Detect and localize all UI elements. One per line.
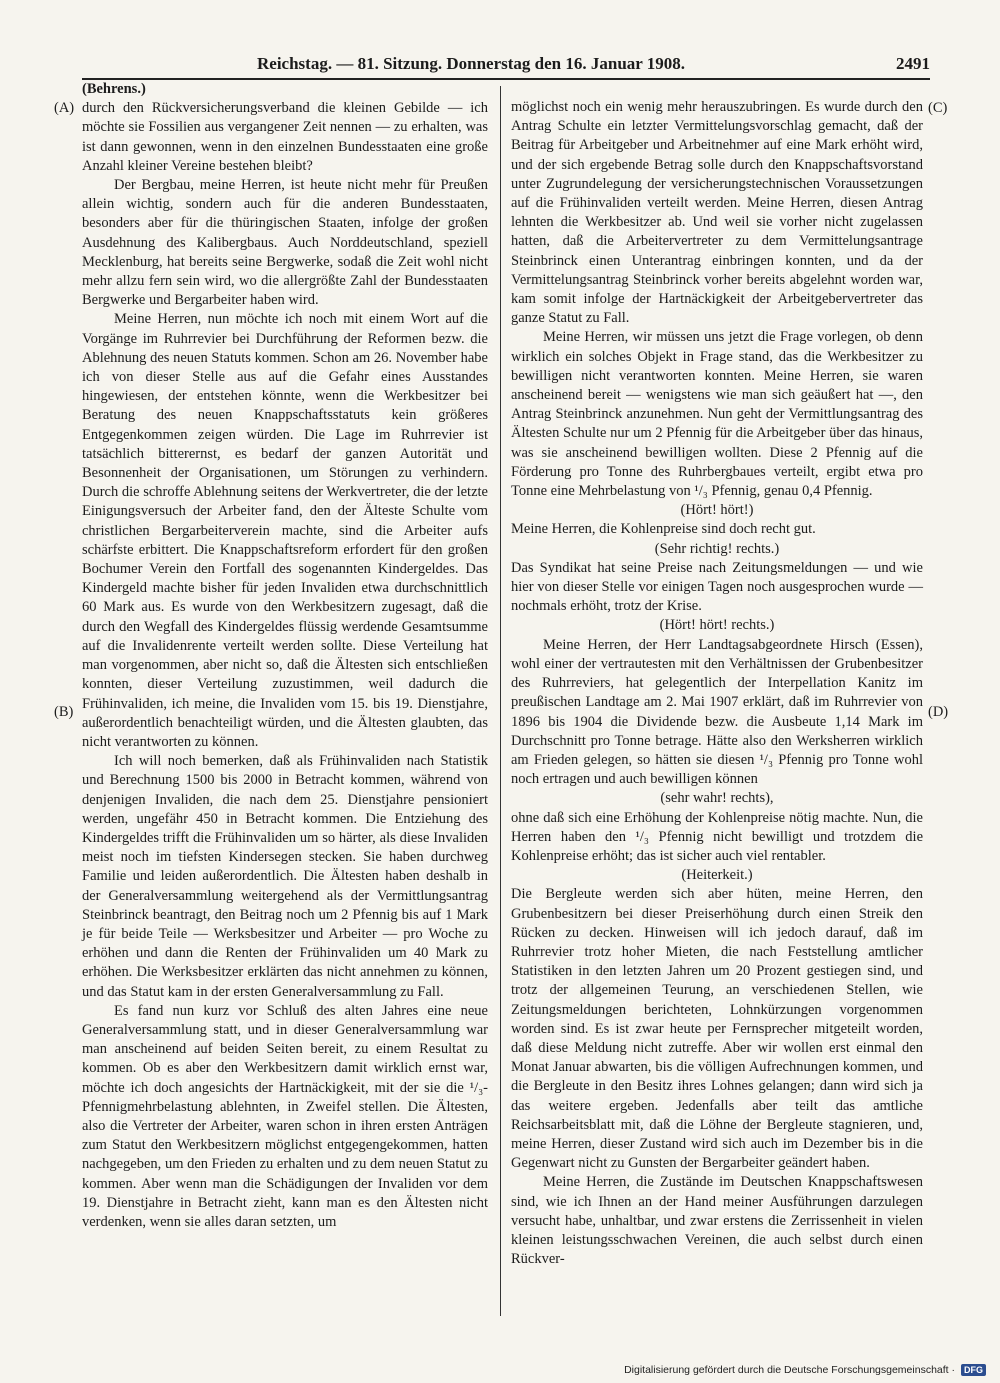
column-divider bbox=[500, 86, 501, 1316]
margin-marker-a: (A) bbox=[54, 100, 75, 116]
interjection: (Sehr richtig! rechts.) bbox=[654, 540, 780, 557]
speaker-label: (Behrens.) bbox=[82, 81, 146, 97]
paragraph: durch den Rückversicherungsverband die kleinen Gebilde — ich möchte sie Fossilien aus vergangener Zeit nennen — zu erhalten, was ist dann gewonnen, wenn in den einzelnen Bundesstaaten eine große Anzahl kleiner Vereine bestehen bleibt? bbox=[82, 100, 488, 174]
interjection: (Heiterkeit.) bbox=[681, 867, 753, 884]
running-title: Reichstag. — 81. Sitzung. Donnerstag den 16. Januar 1908. bbox=[257, 54, 686, 73]
margin-marker-d: (D) bbox=[928, 704, 949, 720]
paragraph: ohne daß sich eine Erhöhung der Kohlenpreise nötig machte. Nun, die Herren haben den ¹/₃ Pfennig nicht bewilligt und trotzdem die Kohlenpreise erhöht; das ist sicher auch viel rentabler. bbox=[511, 809, 923, 864]
running-header bbox=[82, 52, 930, 80]
paragraph: Meine Herren, die Zustände im Deutschen Knappschaftswesen sind, wie ich Ihnen an der Hand meiner Ausführungen darzulegen versucht habe, unhaltbar, und zwar erstens die Zerrissenheit in vielen kleinen leistungsschwachen Vereinen, die auch selbst durch einen Rückver- bbox=[511, 1174, 923, 1268]
paragraph: Das Syndikat hat seine Preise nach Zeitungsmeldungen — und wie hier von dieser Stelle vor einigen Tagen noch ausgesprochen wurde — nochmals erhöht, trotz der Krise. bbox=[511, 559, 923, 615]
page-number: 2491 bbox=[896, 54, 930, 73]
paragraph: Die Bergleute werden sich aber hüten, meine Herren, den Grubenbesitzern bei dieser Preiserhöhung durch einen Streik den Rücken zu decken. Hinweisen will ich jedoch darauf, daß im Ruhrrevier trotz hoher Mieten, die nach Feststellung amtlicher Statistiken in den letzten Jahren um 20 Prozent gestiegen sind, und trotz der allgemeinen Teurung, an verschiedenen Stellen, wie Zeitungsmeldungen berichteten, Lohnkürzungen vorgenommen worden sind. Es ist zwar heute per Fernsprecher mitgeteilt worden, daß diese Meldung nicht zutreffe. Aber wir wollen erst einmal den Monat Januar abwarten, bis die völligen Aufrechnungen kommen, und die Bergleute in den Besitz ihres Lohnes gelangen; dann wird sich ja das weitere ergeben. Jedenfalls aber teilt das amtliche Reichsarbeitsblatt mit, daß die Löhne der Bergleute stagnieren, und, meine Herren, dieser Zustand wird sich auch im Dezember bis in die Gegenwart nicht zu Gunsten der Bergarbeiter geändert haben. bbox=[511, 886, 923, 1172]
interjection: (Hört! hört! rechts.) bbox=[659, 617, 775, 634]
left-column bbox=[82, 80, 488, 1232]
funding-notice: Digitalisierung gefördert durch die Deutsche Forschungsgemeinschaft · bbox=[624, 1364, 955, 1376]
paragraph: Meine Herren, der Herr Landtagsabgeordnete Hirsch (Essen), wohl einer der vertrautesten mit den Verhältnissen der Grubenbesitzer des Ruhrreviers, hat gelegentlich der Interpellation Kanitz im preußischen Landtage am 2. Mai 1907 erklärt, daß im Ruhrrevier von 1896 bis 1904 die Dividende bezw. die Ausbeute 1,14 Mark im Durchschnitt pro Tonne betrage. Hätte also den Werksherren wirklich am Frieden gelegen, so hätten sie diesen ¹/₃ Pfennig pro Tonne wohl noch ertragen und auch bewilligen können bbox=[511, 636, 923, 788]
interjection: (Hört! hört!) bbox=[680, 502, 754, 519]
paragraph: Es fand nun kurz vor Schluß des alten Jahres eine neue Generalversammlung statt, und in dieser Generalversammlung war man anscheinend auf beiden Seiten bereit, zu einem Resultat zu kommen. Ob es aber den Werkbesitzern damit wirklich ernst war, möchte ich doch angesichts der Hartnäckigkeit, mit der sie die ¹/₃-Pfennigmehrbelastung ablehnten, in Zweifel stellen. Die Ältesten, also die Vertreter der Arbeiter, waren schon in ihren ersten Anträgen zum Statut den Werkbesitzern möglichst entgegengekommen, hatten nachgegeben, um den Frieden zu erhalten und zu dem neuen Statut zu kommen. Aber wenn man die Schädigungen der Invaliden vor dem 19. Dienstjahre in Betracht zieht, kann man es den Ältesten nicht verdenken, wenn sie alles daran setzten, um bbox=[82, 1002, 488, 1230]
paragraph: Meine Herren, wir müssen uns jetzt die Frage vorlegen, ob denn wirklich ein solches Objekt in Frage stand, das die Werkbesitzer zu bewilligen nicht verantworten konnten. Meine Herren, sie waren anscheinend bereit — wenigstens wie man sich geäußert hat —, den Antrag Steinbrinck anzunehmen. Nun geht der Vermittlungsantrag des Ältesten Schulte nur um 2 Pfennig für die Arbeitgeber über das hinaus, was sie anscheinend bewilligen wollten. Diese 2 Pfennig auf die Förderung pro Tonne des Ruhrbergbaues verteilt, ergibt etwa pro Tonne eine Mehrbelastung von ¹/₃ Pfennig, genau 0,4 Pfennig. bbox=[511, 329, 923, 500]
margin-marker-b: (B) bbox=[54, 704, 74, 720]
paragraph: Meine Herren, die Kohlenpreise sind doch recht gut. bbox=[511, 521, 816, 538]
paragraph: Ich will noch bemerken, daß als Frühinvaliden nach Statistik und Berechnung 1500 bis 2000 in Betracht kommen, während von denjenigen Invaliden, die nach dem 25. Dienstjahre pensioniert werden, ungefähr 450 in Betracht kommen. Die Entziehung des Kindergeldes trifft die Frühinvaliden um so härter, als diese Invaliden meist noch im tiefsten Kindersegen stecken. Sie haben durchweg Familie und leiden außerordentlich. Die Ältesten haben deshalb in der Generalversammlung weitergehend als der Vermittlungsantrag Steinbrinck beantragt, den Beitrag noch um 2 Pfennig bis auf 1 Mark je für beide Teile — Werksbesitzer und Arbeiter — pro Woche zu erhöhen und dann die Renten der Frühinvaliden um 40 Mark zu erhöhen. Die Werksbesitzer erklärten das nicht annehmen zu können, und das Statut kam in der ersten Generalversammlung zu Fall. bbox=[82, 753, 488, 1000]
funding-footer bbox=[624, 1362, 986, 1378]
paragraph: Der Bergbau, meine Herren, ist heute nicht mehr für Preußen allein wichtig, sondern auch für die anderen Bundesstaaten, besonders aber für die thüringischen Staaten, infolge der großen Ausdehnung des Kalibergbaus. Auch Norddeutschland, speziell Mecklenburg, hat bereits seine Bergwerke, sodaß die Zeit wohl nicht mehr allzu fern sein wird, wo die allergrößte Zahl der Bundesstaaten Bergwerke und Bergarbeiter haben wird. bbox=[82, 177, 488, 309]
dfg-logo: DFG bbox=[961, 1364, 986, 1376]
interjection: (sehr wahr! rechts), bbox=[660, 790, 774, 807]
margin-marker-c: (C) bbox=[928, 100, 948, 116]
paragraph: Meine Herren, nun möchte ich noch mit einem Wort auf die Vorgänge im Ruhrrevier bei Durchführung der Reformen bezw. die Ablehnung des neuen Statuts kommen. Schon am 26. November habe ich von dieser Stelle aus auf die Gefahr eines Ausstandes hingewiesen, der entstehen könnte, wenn die Werkbesitzer bei Beratung des neuen Knappschaftsstatuts kein größeres Entgegenkommen zeigen würden. Die Lage im Ruhrrevier ist tatsächlich bitterernst, es bedarf der ganzen Autorität und Besonnenheit der Organisationen, um Störungen zu verhindern. Durch die schroffe Ablehnung seitens der Werkvertreter, die der letzte Einigungsversuch der Arbeiter fand, den der Älteste Schulte vom christlichen Bergarbeiterverein machte, sind die Arbeiter aufs schärfste erbittert. Die Knappschaftsreform erfordert für den großen Bochumer Verein den Fortfall des sogenannten Kindergeldes. Das Kindergeld machte bisher für jeden Invaliden etwa durchschnittlich 60 Mark aus. Es wurde von den Werkbesitzern zugesagt, daß die durch den Wegfall des Kindergeldes flüssig werdende Gesamtsumme auf die Invalidenrente verteilt werden sollte. Diese Verteilung hat man vorgenommen, aber nicht so, daß die Ältesten sich entschließen konnten, dieser Verteilung zuzustimmen, weil dadurch die Frühinvaliden, ich meine, die Invaliden vom 15. bis 19. Dienstjahre, außerordentlich benachteiligt würden, und die Ältesten glaubten, das nicht verantworten zu können. bbox=[82, 311, 488, 750]
right-column bbox=[511, 98, 923, 1269]
paragraph: möglichst noch ein wenig mehr herauszubringen. Es wurde durch den Antrag Schulte ein letzter Vermittelungsvorschlag gemacht, daß der Beitrag für Arbeitgeber und Arbeitnehmer auf eine Mark erhöht wird, und der sich ergebende Betrag solle durch den Knappschaftsvorstand unter Zugrundelegung der versicherungstechnischen Voraussetzungen auf die Frühinvaliden verteilt werden. Meine Herren, diesen Antrag lehnten die Werkbesitzer ab. Und weil sie vorher nicht zugelassen hatten, daß die Arbeitervertreter zu dem Vermittelungsantrage Steinbrinck einen Unterantrag einbringen konnten, und da der Vermittelungsantrag Steinbrinck vorher bereits abgelehnt worden war, kam somit infolge der Hartnäckigkeit der Arbeitgebervertreter das ganze Statut zu Fall. bbox=[511, 99, 923, 327]
